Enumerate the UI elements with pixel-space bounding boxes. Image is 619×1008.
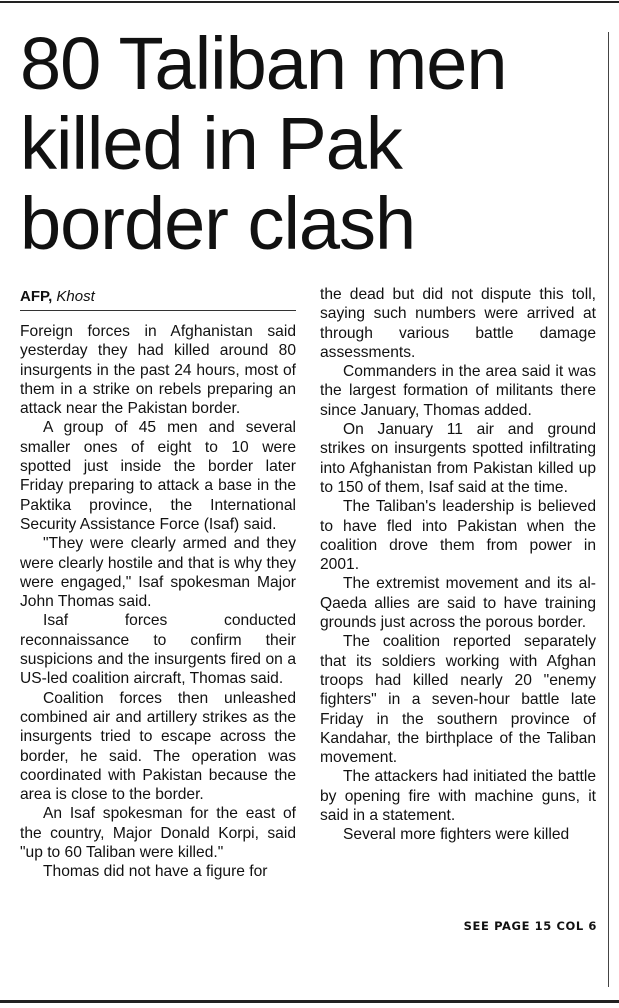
continuation-jump-line: SEE PAGE 15 COL 6 <box>463 919 597 933</box>
headline-line: 80 Taliban men <box>20 22 507 105</box>
paragraph: "They were clearly armed and they were clearly hostile and that is why they were engaged," Isaf spokesman Major John Thomas said. <box>20 535 296 611</box>
paragraph: Isaf forces conducted reconnaissance to confirm their suspicions and the insurgents fired on a US-led coalition aircraft, Thomas said. <box>20 612 296 688</box>
byline-rule <box>20 310 296 311</box>
top-rule <box>0 1 619 3</box>
headline-line: killed in Pak <box>20 102 402 185</box>
headline-line: border clash <box>20 182 416 265</box>
byline-agency: AFP, <box>20 288 53 305</box>
paragraph: The Taliban's leadership is believed to have fled into Pakistan when the coalition drove them from power in 2001. <box>320 498 596 574</box>
headline <box>20 24 600 264</box>
column-divider-right <box>608 32 609 987</box>
paragraph: The coalition reported separately that its soldiers working with Afghan troops had killed nearly 20 "enemy fighters" in a seven-hour battle late Friday in the southern province of Kandahar, the birthplace of the Taliban movement. <box>320 633 596 767</box>
paragraph: An Isaf spokesman for the east of the country, Major Donald Korpi, said "up to 60 Taliban were killed." <box>20 805 296 862</box>
paragraph: The attackers had initiated the battle by opening fire with machine guns, it said in a statement. <box>320 768 596 825</box>
paragraph: Several more fighters were killed <box>343 826 570 844</box>
byline-place: Khost <box>56 288 95 305</box>
paragraph: Thomas did not have a figure for <box>43 863 268 881</box>
paragraph: On January 11 air and ground strikes on insurgents spotted infiltrating into Afghanistan from Pakistan killed up to 150 of them, Isaf said at the time. <box>320 421 596 496</box>
bottom-rule <box>0 1000 619 1003</box>
paragraph: Foreign forces in Afghanistan said yesterday they had killed around 80 insurgents in the past 24 hours, most of them in a strike on rebels preparing an attack near the Pakistan border. <box>20 323 296 418</box>
paragraph: Commanders in the area said it was the largest formation of militants there since January, Thomas added. <box>320 363 596 419</box>
paragraph: Coalition forces then unleashed combined air and artillery strikes as the insurgents tried to escape across the border, he said. The operation was coordinated with Pakistan because the area is close to the border. <box>20 689 296 804</box>
article-column-right <box>320 285 596 845</box>
paragraph: The extremist movement and its al-Qaeda allies are said to have training grounds just across the porous border. <box>320 575 596 632</box>
byline <box>20 288 296 306</box>
paragraph: the dead but did not dispute this toll, saying such numbers were arrived at through various battle damage assessments. <box>320 286 596 361</box>
paragraph: A group of 45 men and several smaller ones of eight to 10 were spotted just inside the border later Friday preparing to attack a base in the Paktika province, the International Security Assistance Force (Isaf) said. <box>20 419 296 533</box>
article-column-left <box>20 322 296 882</box>
